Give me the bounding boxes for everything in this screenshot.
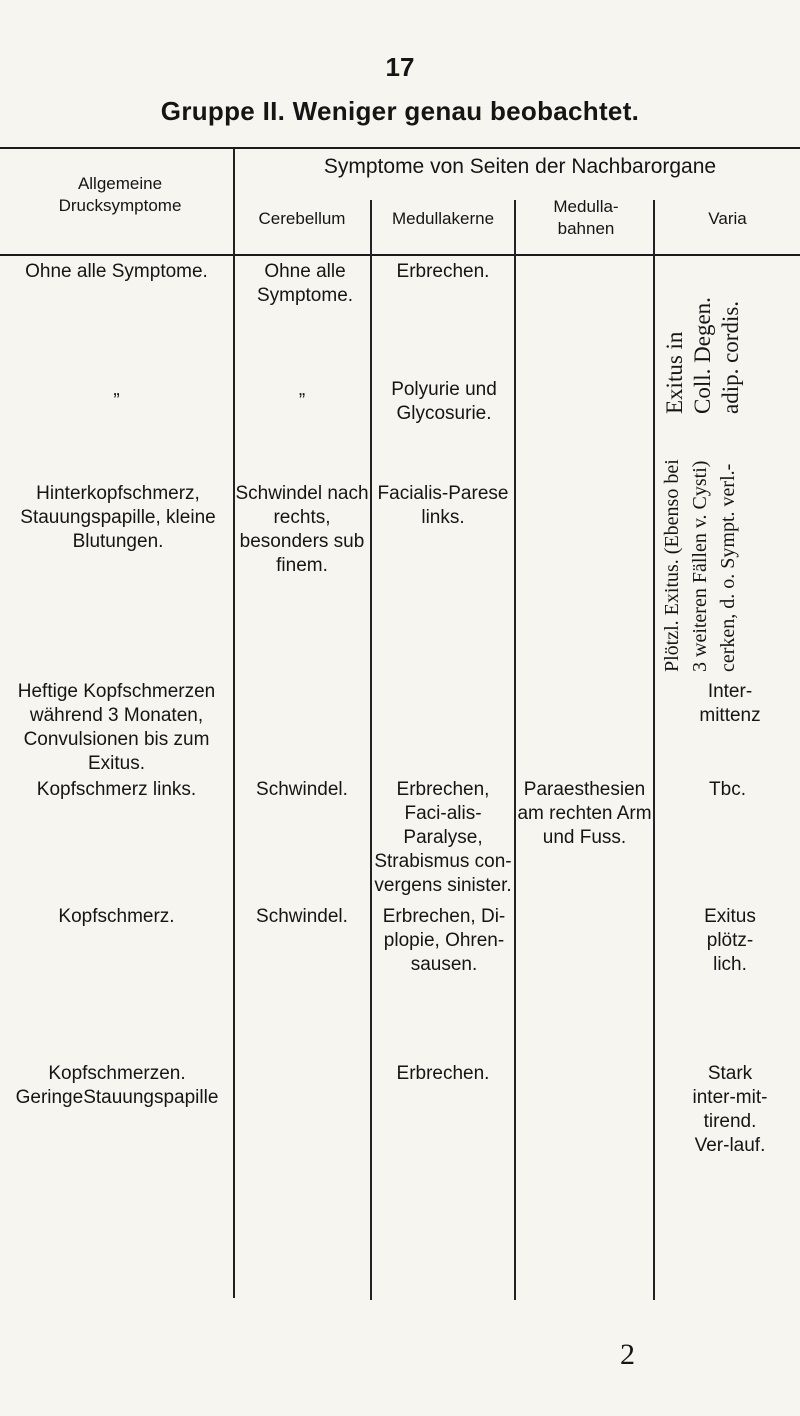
row5-medulla-tracts: Paraesthesien am rechten Arm und Fuss. (517, 779, 652, 848)
varia-vertical-2c: cerken, d. o. Sympt. verl.- (717, 463, 739, 672)
column-divider-4 (653, 200, 655, 1300)
row3-cerebellum: Schwindel nach rechts, besonders sub finem. (235, 483, 369, 576)
column-divider-3 (514, 200, 516, 1300)
row6-cerebellum: Schwindel. (256, 906, 348, 927)
col-header-group: Symptome von Seiten der Nachbarorgane (323, 155, 717, 178)
row5-general: Kopfschmerz links. (36, 779, 197, 800)
row4-general: Heftige Kopfschmerzen während 3 Monaten, Convulsionen bis zum Exitus. (17, 681, 216, 774)
row5-cerebellum: Schwindel. (256, 779, 348, 800)
col-header-varia: Varia (708, 209, 747, 228)
top-rule (0, 147, 800, 149)
row2-cerebellum: „ (298, 379, 306, 400)
row6-general: Kopfschmerz. (58, 906, 175, 927)
row7-general: Kopfschmerzen. GeringeStauungspapille (15, 1063, 219, 1108)
row1-general: Ohne alle Symptome. (25, 261, 208, 282)
row6-medulla-nuclei: Erbrechen, Di-plopie, Ohren-sausen. (382, 906, 506, 975)
row2-medulla-nuclei: Polyurie und Glycosurie. (391, 379, 497, 424)
row4-varia: Inter-mittenz (699, 681, 761, 726)
section-heading: Gruppe II. Weniger genau beobachtet. (160, 96, 640, 126)
row3-medulla-nuclei: Facialis-Parese links. (377, 483, 509, 528)
varia-vertical-2b: 3 weiteren Fällen v. Cysti) (689, 460, 711, 672)
varia-vertical-2a: Plötzl. Exitus. (Ebenso bei (661, 459, 683, 672)
row3-general: Hinterkopfschmerz, Stauungspapille, kleine Blutungen. (20, 483, 216, 552)
row7-medulla-nuclei: Erbrechen. (396, 1063, 490, 1084)
row6-varia: Exitus plötz-lich. (704, 906, 756, 975)
footer-signature-mark: 2 (620, 1338, 635, 1371)
varia-vertical-1a: Exitus in (662, 331, 687, 414)
row7-varia: Stark inter-mit-tirend. Ver-lauf. (692, 1063, 768, 1156)
col-header-medulla-tracts: Medulla-bahnen (553, 197, 619, 238)
column-divider-2 (370, 200, 372, 1300)
col-header-medulla-nuclei: Medullakerne (391, 209, 495, 228)
column-divider-1 (233, 148, 235, 1298)
row2-general: „ (113, 379, 120, 400)
row1-cerebellum: Ohne alle Symptome. (256, 261, 354, 306)
col-header-general: Allgemeine Drucksymptome (58, 174, 182, 215)
varia-vertical-1c: adip. cordis. (718, 300, 743, 414)
row1-medulla-nuclei: Erbrechen. (396, 261, 490, 282)
col-header-cerebellum: Cerebellum (258, 209, 346, 228)
row5-varia: Tbc. (709, 779, 746, 800)
page-number: 17 (385, 52, 415, 82)
row5-medulla-nuclei: Erbrechen, Faci-alis-Paralyse, Strabismus con-vergens sinister. (374, 779, 512, 896)
varia-vertical-1b: Coll. Degen. (690, 297, 715, 414)
